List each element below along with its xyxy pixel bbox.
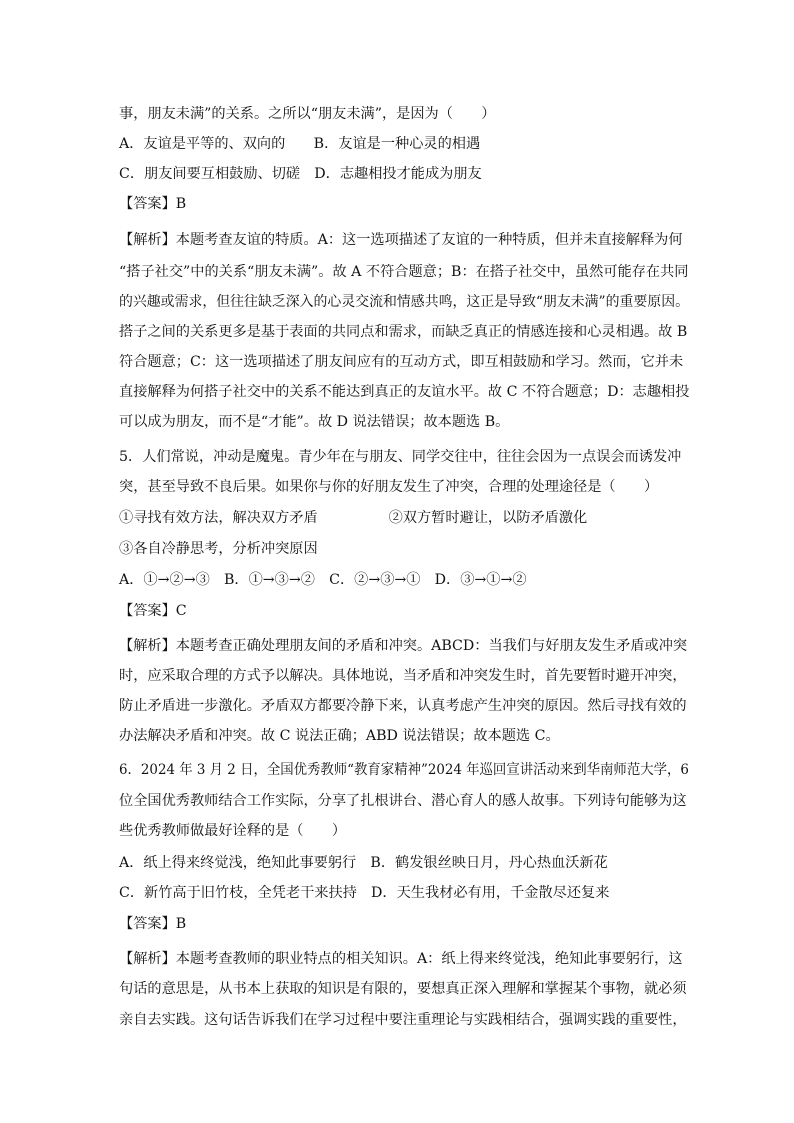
answer-line: 【答案】B [119,916,187,932]
analysis-line: 【解析】本题考查教师的职业特点的相关知识。A：纸上得来终觉浅，绝知此事要躬行，这 [119,951,683,967]
analysis-line: 防止矛盾进一步激化。矛盾双方都要冷静下来，认真考虑产生冲突的原因。然后寻找有效的 [119,698,687,714]
analysis-line: 可以成为朋友，而不是“才能”。故 D 说法错误；故本题选 B。 [119,414,510,430]
option-line: A．友谊是平等的、双向的 B．友谊是一种心灵的相遇 [119,136,481,152]
question-line: 5．人们常说，冲动是魔鬼。青少年在与朋友、同学交往中，往往会因为一点误会而诱发冲 [119,449,682,465]
analysis-line: 亲自去实践。这句话告诉我们在学习过程中要注重理论与实践相结合，强调实践的重要性， [119,1012,687,1028]
option-line: A．纸上得来终觉浅，绝知此事要躬行 B．鹤发银丝映日月，丹心热血沃新花 [119,855,608,871]
text-line: 事，朋友未满”的关系。之所以“朋友未满”，是因为（ ） [119,106,496,122]
analysis-line: 的兴趣或需求，但往往缺乏深入的心灵交流和情感共鸣，这正是导致“朋友未满”的重要原因。 [119,294,690,310]
question-line: 突，甚至导致不良后果。如果你与你的好朋友发生了冲突，合理的处理途径是（ ） [119,479,659,495]
answer-line: 【答案】B [119,196,187,212]
analysis-line: 句话的意思是，从书本上获取的知识是有限的，要想真正深入理解和掌握某个事物，就必须 [119,981,687,997]
analysis-line: 符合题意；C：这一选项描述了朋友间应有的互动方式，即互相鼓励和学习。然而，它并未 [119,354,684,370]
option-line: A．①→②→③ B．①→③→② C．②→③→① D．③→①→② [119,572,527,588]
analysis-line: 直接解释为何搭子社交中的关系不能达到真正的友谊水平。故 C 不符合题意；D：志趣相投 [119,384,690,400]
analysis-line: 【解析】本题考查正确处理朋友间的矛盾和冲突。ABCD：当我们与好朋友发生矛盾或冲突 [119,638,688,654]
answer-line: 【答案】C [119,603,187,619]
analysis-line: 【解析】本题考查友谊的特质。A：这一选项描述了友谊的一种特质，但并未直接解释为何 [119,232,683,248]
option-line: C．朋友间要互相鼓励、切磋 D．志趣相投才能成为朋友 [119,166,482,182]
statement-line: ③各自冷静思考，分析冲突原因 [119,541,318,557]
analysis-line: 搭子之间的关系更多是基于表面的共同点和需求，而缺乏真正的情感连接和心灵相遇。故 B [119,324,688,340]
option-line: C．新竹高于旧竹枝，全凭老干来扶持 D．天生我材必有用，千金散尽还复来 [119,885,610,901]
analysis-line: “搭子社交”中的关系“朋友未满”。故 A 不符合题意；B：在搭子社交中，虽然可能存在共同 [119,264,689,280]
question-line: 些优秀教师做最好诠释的是（ ） [119,823,347,839]
analysis-line: 办法解决矛盾和冲突。故 C 说法正确；ABD 说法错误；故本题选 C。 [119,728,560,744]
statement-line: ①寻找有效方法，解决双方矛盾 ②双方暂时避让，以防矛盾激化 [119,510,588,526]
analysis-line: 时，应采取合理的方式予以解决。具体地说，当矛盾和冲突发生时，首先要暂时避开冲突， [119,668,687,684]
question-line: 位全国优秀教师结合工作实际，分享了扎根讲台、潜心育人的感人故事。下列诗句能够为这 [119,793,687,809]
question-line: 6．2024 年 3 月 2 日，全国优秀教师“教育家精神”2024 年巡回宣讲活动来到华南师范大学，6 [119,762,689,778]
